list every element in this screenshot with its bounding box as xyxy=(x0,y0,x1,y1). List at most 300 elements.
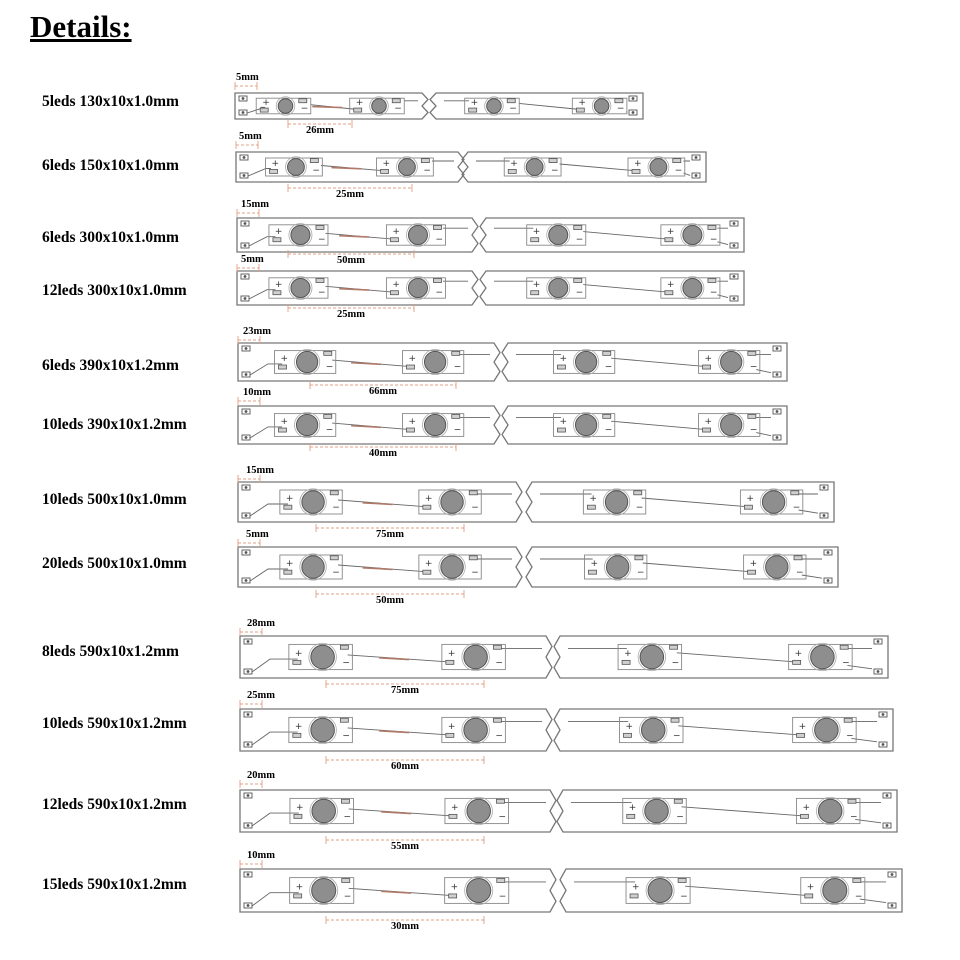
solder-pad xyxy=(293,733,301,737)
led-chip xyxy=(683,278,702,297)
led-chip xyxy=(467,878,491,902)
plus-sign: + xyxy=(624,649,632,659)
solder-pad xyxy=(549,159,557,163)
pcb-segment-right xyxy=(554,709,893,751)
circuit-trace-highlight xyxy=(379,658,409,660)
solder-pad xyxy=(674,799,682,803)
connector-pad xyxy=(730,221,738,226)
solder-pad xyxy=(665,291,673,295)
circuit-trace-highlight xyxy=(379,731,409,733)
led-module xyxy=(402,412,463,437)
connector-pad xyxy=(244,903,252,908)
led-module xyxy=(661,223,720,246)
minus-sign: − xyxy=(423,166,431,176)
led-chip xyxy=(594,99,609,114)
solder-pad xyxy=(452,414,460,418)
led-module xyxy=(350,97,405,116)
plus-sign: + xyxy=(447,722,456,732)
plus-sign: + xyxy=(632,882,640,893)
led-chip xyxy=(811,645,835,669)
connector-dot xyxy=(247,904,250,907)
plus-sign: + xyxy=(294,649,303,659)
led-module xyxy=(740,489,802,515)
plus-sign: + xyxy=(262,98,270,108)
circuit-trace-highlight xyxy=(363,503,393,505)
connector-pad xyxy=(242,550,250,555)
connector-dot xyxy=(244,222,247,225)
circuit-trace xyxy=(851,722,877,742)
led-spacing-label: 26mm xyxy=(306,125,334,136)
connector-dot xyxy=(695,174,698,177)
connector-dot xyxy=(245,551,248,554)
minus-sign: − xyxy=(575,234,584,245)
plus-sign: + xyxy=(628,803,637,813)
connector-pad xyxy=(244,823,252,828)
solder-pad xyxy=(390,291,398,295)
plus-sign: + xyxy=(802,803,810,813)
minus-sign: − xyxy=(342,658,350,669)
connector-pad xyxy=(730,243,738,248)
connector-pad xyxy=(773,346,781,351)
led-chip xyxy=(575,351,596,372)
led-chip xyxy=(766,556,788,578)
solder-pad xyxy=(324,351,332,355)
connector-pad xyxy=(241,243,249,248)
minus-sign: − xyxy=(343,892,352,903)
circuit-trace-highlight xyxy=(381,891,411,893)
solder-pad xyxy=(294,894,302,898)
solder-pad xyxy=(531,238,539,242)
edge-spacing-label: 5mm xyxy=(241,254,264,265)
led-chip xyxy=(683,225,702,244)
solder-pad xyxy=(630,894,638,898)
connector-pad xyxy=(730,274,738,279)
connector-dot xyxy=(242,97,245,100)
connector-dot xyxy=(882,713,885,716)
connector-dot xyxy=(247,640,250,643)
connector-pad xyxy=(883,793,891,798)
plus-sign: + xyxy=(295,803,304,813)
solder-pad xyxy=(330,491,338,495)
circuit-trace-highlight xyxy=(351,426,381,428)
solder-pad xyxy=(574,225,582,229)
minus-sign: − xyxy=(300,104,309,115)
edge-spacing-label: 10mm xyxy=(247,850,275,861)
strip-row xyxy=(240,690,893,772)
solder-pad xyxy=(800,814,808,818)
strip-row xyxy=(238,465,834,540)
solder-pad xyxy=(497,878,505,882)
led-spacing-label: 66mm xyxy=(369,386,397,397)
minus-sign: − xyxy=(635,503,644,513)
circuit-trace-highlight xyxy=(351,363,381,365)
solder-pad xyxy=(791,491,799,495)
plus-sign: + xyxy=(408,417,417,427)
led-spacing-label: 75mm xyxy=(376,529,404,540)
minus-sign: − xyxy=(471,503,479,513)
solder-pad xyxy=(449,814,457,818)
solder-pad xyxy=(341,799,349,803)
minus-sign: − xyxy=(846,731,854,742)
led-module xyxy=(699,412,760,437)
led-module xyxy=(269,276,328,299)
plus-sign: + xyxy=(424,559,433,569)
led-chip xyxy=(278,99,293,114)
connector-dot xyxy=(776,436,779,439)
solder-pad xyxy=(708,225,716,229)
strip-row xyxy=(240,618,888,696)
solder-pad xyxy=(603,351,611,355)
connector-dot xyxy=(244,244,247,247)
plus-sign: + xyxy=(280,417,289,427)
solder-pad xyxy=(294,814,302,818)
connector-dot xyxy=(886,794,889,797)
connector-pad xyxy=(874,669,882,674)
connector-dot xyxy=(245,514,248,517)
led-module xyxy=(628,157,685,178)
solder-pad xyxy=(392,99,400,103)
led-chip xyxy=(605,491,627,513)
plus-sign: + xyxy=(559,417,568,427)
circuit-trace xyxy=(717,228,728,244)
minus-sign: − xyxy=(616,104,625,115)
plus-sign: + xyxy=(704,354,713,364)
strip-row xyxy=(238,529,838,606)
pcb-segment-right xyxy=(480,218,744,252)
circuit-trace xyxy=(642,498,749,507)
strip-spec-label: 10leds 500x10x1.0mm xyxy=(42,491,187,508)
minus-sign: − xyxy=(453,362,462,373)
plus-sign: + xyxy=(294,722,303,732)
pcb-segment-right xyxy=(502,406,787,444)
connector-dot xyxy=(882,743,885,746)
plus-sign: + xyxy=(470,98,479,108)
connector-dot xyxy=(632,97,635,100)
plus-sign: + xyxy=(271,159,280,169)
led-chip xyxy=(818,799,842,823)
led-chip xyxy=(441,556,463,578)
circuit-trace xyxy=(643,563,752,572)
strip-spec-label: 12leds 590x10x1.2mm xyxy=(42,796,187,813)
connector-dot xyxy=(243,174,246,177)
led-chip xyxy=(823,878,847,902)
connector-dot xyxy=(891,904,894,907)
solder-pad xyxy=(446,660,454,664)
strip-spec-label: 12leds 300x10x1.0mm xyxy=(42,282,187,299)
connector-pad xyxy=(244,639,252,644)
connector-dot xyxy=(776,347,779,350)
led-module xyxy=(572,97,627,116)
solder-pad xyxy=(406,365,414,369)
circuit-trace xyxy=(855,803,881,823)
circuit-trace xyxy=(560,164,634,171)
led-chip xyxy=(312,799,336,823)
circuit-trace xyxy=(583,285,667,292)
pcb-segment-left xyxy=(238,482,522,522)
led-chip xyxy=(549,225,568,244)
circuit-trace-highlight xyxy=(312,107,342,108)
led-chip xyxy=(296,414,317,435)
solder-pad xyxy=(623,733,631,737)
minus-sign: − xyxy=(453,425,462,436)
solder-pad xyxy=(622,660,630,664)
solder-pad xyxy=(278,428,286,432)
circuit-trace xyxy=(249,290,275,299)
minus-sign: − xyxy=(604,362,613,373)
led-module xyxy=(744,554,806,580)
connector-pad xyxy=(242,346,250,351)
led-module xyxy=(402,349,463,374)
plus-sign: + xyxy=(666,280,675,290)
plus-sign: + xyxy=(666,227,675,237)
solder-pad xyxy=(797,733,805,737)
plus-sign: + xyxy=(382,159,391,169)
connector-dot xyxy=(245,436,248,439)
solder-pad xyxy=(531,291,539,295)
connector-pad xyxy=(240,155,248,160)
connector-pad xyxy=(242,513,250,518)
solder-pad xyxy=(469,556,477,560)
solder-pad xyxy=(678,878,686,882)
led-module xyxy=(504,157,561,178)
solder-pad xyxy=(330,556,338,560)
led-module xyxy=(377,157,434,178)
connector-dot xyxy=(247,824,250,827)
led-spacing-label: 60mm xyxy=(391,761,419,772)
plus-sign: + xyxy=(295,882,304,893)
led-spacing-label: 55mm xyxy=(391,841,419,852)
plus-sign: + xyxy=(450,803,459,813)
minus-sign: − xyxy=(471,568,479,578)
strip-spec-label: 15leds 590x10x1.2mm xyxy=(42,876,187,893)
solder-pad xyxy=(557,428,565,432)
connector-dot xyxy=(247,670,250,673)
connector-dot xyxy=(245,373,248,376)
led-chip xyxy=(441,491,463,513)
minus-sign: − xyxy=(495,658,503,669)
led-module xyxy=(274,349,335,374)
led-module xyxy=(584,554,646,580)
led-chip xyxy=(302,556,324,578)
connector-dot xyxy=(877,670,880,673)
plus-sign: + xyxy=(749,559,758,569)
solder-pad xyxy=(627,814,635,818)
solder-pad xyxy=(673,159,681,163)
edge-spacing-label: 5mm xyxy=(236,72,259,83)
solder-pad xyxy=(703,365,711,369)
led-chip xyxy=(302,491,324,513)
circuit-trace xyxy=(677,653,798,662)
solder-pad xyxy=(703,428,711,432)
solder-pad xyxy=(469,108,477,112)
led-chip xyxy=(526,159,543,176)
solder-pad xyxy=(496,799,504,803)
solder-pad xyxy=(848,799,856,803)
connector-dot xyxy=(877,640,880,643)
led-module xyxy=(527,276,586,299)
strip-row xyxy=(235,72,643,136)
minus-sign: − xyxy=(312,166,320,176)
solder-pad xyxy=(665,238,673,242)
connector-dot xyxy=(244,297,247,300)
connector-pad xyxy=(730,296,738,301)
solder-pad xyxy=(260,108,268,112)
connector-pad xyxy=(874,639,882,644)
circuit-trace xyxy=(611,421,706,429)
minus-sign: − xyxy=(394,104,402,115)
connector-pad xyxy=(240,173,248,178)
solder-pad xyxy=(469,491,477,495)
edge-spacing-label: 10mm xyxy=(243,387,271,398)
solder-pad xyxy=(632,169,640,173)
connector-dot xyxy=(245,486,248,489)
connector-pad xyxy=(242,435,250,440)
led-spacing-label: 25mm xyxy=(336,189,364,200)
led-module xyxy=(289,716,353,744)
strip-spec-label: 20leds 500x10x1.0mm xyxy=(42,555,187,572)
connector-pad xyxy=(692,173,700,178)
connector-pad xyxy=(241,221,249,226)
plus-sign: + xyxy=(510,159,518,169)
led-spacing-label: 40mm xyxy=(369,448,397,459)
pcb-segment-right xyxy=(557,790,897,832)
minus-sign: − xyxy=(435,287,444,298)
minus-sign: − xyxy=(317,287,326,298)
circuit-trace xyxy=(248,169,271,177)
led-module xyxy=(553,349,614,374)
solder-pad xyxy=(793,660,801,664)
led-module xyxy=(386,276,445,299)
connector-pad xyxy=(888,903,896,908)
solder-pad xyxy=(423,570,431,574)
led-module xyxy=(290,876,354,904)
minus-sign: − xyxy=(636,568,645,578)
pcb-segment-right xyxy=(554,636,888,678)
led-chip xyxy=(464,718,488,742)
minus-sign: − xyxy=(332,568,340,578)
connector-pad xyxy=(242,578,250,583)
solder-pad xyxy=(708,278,716,282)
connector-pad xyxy=(629,110,637,115)
led-module xyxy=(274,412,335,437)
circuit-trace xyxy=(611,358,706,366)
led-chip xyxy=(467,799,491,823)
solder-pad xyxy=(452,351,460,355)
plus-sign: + xyxy=(625,722,634,732)
connector-dot xyxy=(733,275,736,278)
connector-dot xyxy=(733,244,736,247)
led-chip xyxy=(296,351,317,372)
connector-dot xyxy=(632,111,635,114)
solder-pad xyxy=(508,169,516,173)
solder-pad xyxy=(603,414,611,418)
solder-pad xyxy=(340,645,348,649)
edge-spacing-label: 23mm xyxy=(243,326,271,337)
plus-sign: + xyxy=(447,649,456,659)
minus-sign: − xyxy=(796,568,804,578)
circuit-trace xyxy=(249,237,275,246)
solder-pad xyxy=(273,238,281,242)
led-spacing-label: 50mm xyxy=(376,595,404,606)
led-module xyxy=(442,643,506,671)
led-module xyxy=(527,223,586,246)
circuit-trace xyxy=(252,813,299,826)
solder-pad xyxy=(557,365,565,369)
led-module xyxy=(442,716,506,744)
circuit-trace xyxy=(519,103,577,109)
plus-sign: + xyxy=(806,882,815,893)
led-module xyxy=(793,716,857,744)
strip-row xyxy=(240,850,902,932)
minus-sign: − xyxy=(842,658,850,669)
led-chip xyxy=(288,159,305,176)
strip-spec-label: 5leds 130x10x1.0mm xyxy=(42,93,179,110)
edge-spacing-label: 15mm xyxy=(241,199,269,210)
solder-pad xyxy=(406,428,414,432)
led-module xyxy=(583,489,645,515)
circuit-trace-highlight xyxy=(339,289,369,290)
solder-pad xyxy=(340,718,348,722)
minus-sign: − xyxy=(604,425,613,436)
connector-pad xyxy=(879,742,887,747)
circuit-trace xyxy=(678,726,801,735)
connector-dot xyxy=(776,373,779,376)
strip-spec-label: 8leds 590x10x1.2mm xyxy=(42,643,179,660)
pcb-segment-right xyxy=(560,869,902,912)
led-module xyxy=(623,797,687,825)
led-module xyxy=(386,223,445,246)
plus-sign: + xyxy=(450,882,459,893)
circuit-trace xyxy=(682,807,806,816)
led-module xyxy=(256,97,311,116)
solder-pad xyxy=(671,718,679,722)
solder-pad xyxy=(794,556,802,560)
solder-pad xyxy=(342,878,350,882)
solder-pad xyxy=(381,169,389,173)
minus-sign: − xyxy=(792,503,801,513)
solder-pad xyxy=(316,278,324,282)
circuit-trace xyxy=(252,893,299,906)
connector-pad xyxy=(244,742,252,747)
minus-sign: − xyxy=(676,812,684,823)
connector-pad xyxy=(773,372,781,377)
edge-spacing-label: 15mm xyxy=(246,465,274,476)
strip-spec-label: 10leds 390x10x1.2mm xyxy=(42,416,187,433)
connector-dot xyxy=(247,873,250,876)
led-chip xyxy=(312,878,336,902)
solder-pad xyxy=(588,570,596,574)
plus-sign: + xyxy=(424,494,433,504)
solder-pad xyxy=(310,159,318,163)
led-chip xyxy=(311,718,335,742)
plus-sign: + xyxy=(704,417,713,427)
page-title: Details: xyxy=(30,9,132,44)
led-chip xyxy=(291,225,310,244)
solder-pad xyxy=(744,505,752,509)
circuit-trace-highlight xyxy=(381,812,411,814)
solder-pad xyxy=(635,556,643,560)
led-spacing-label: 50mm xyxy=(337,255,365,266)
strip-spec-label: 6leds 150x10x1.0mm xyxy=(42,157,179,174)
solder-pad xyxy=(634,491,642,495)
minus-sign: − xyxy=(854,892,863,903)
connector-pad xyxy=(242,485,250,490)
connector-pad xyxy=(773,409,781,414)
circuit-trace xyxy=(802,559,822,578)
minus-sign: − xyxy=(498,892,507,903)
solder-pad xyxy=(748,351,756,355)
solder-pad xyxy=(493,645,501,649)
